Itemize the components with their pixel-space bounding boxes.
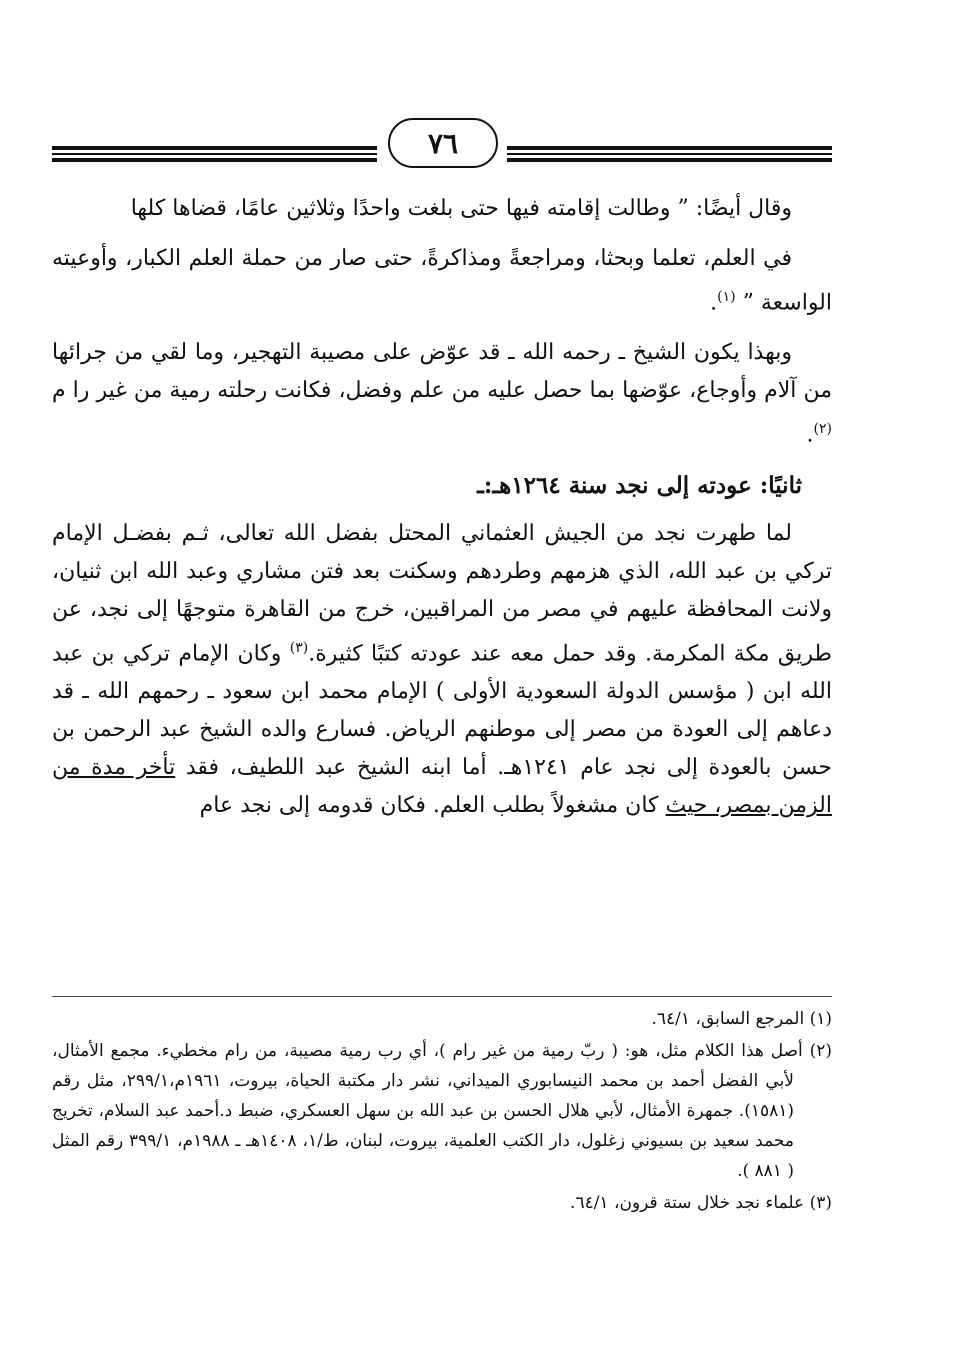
paragraph-4-underlined: تأخر مدة من الزمن بمصر، حيث — [52, 754, 832, 818]
footnote-1-text: المرجع السابق، ٦٤/١. — [651, 1009, 805, 1029]
paragraph-3-end: . — [806, 422, 814, 448]
paragraph-4-part-3: كان مشغولاً بطلب العلم. فكان قدومه إلى نجد عام — [199, 792, 666, 818]
paragraph-3-text: وبهذا يكون الشيخ ـ رحمه الله ـ قد عوّض على مصيبة التهجير، وما لقي من جرائها من آلام وأوجاع، عوّضها بما حصل عليه من علم وفضل، فكانت رحلته رمية من غير را م — [52, 340, 832, 404]
header-rule-right — [507, 146, 832, 160]
footnote-2-text: أصل هذا الكلام مثل، هو: ( ربّ رمية من غير رام )، أي رب رمية مصيبة، من رام مخطيء. مجمع الأمثال، لأبي الفضل أحمد بن محمد النيسابوري الميداني، نشر دار مكتبة الحياة، بيروت، ١٩٦١م،٢٩٩/١، مثل رقم (١٥٨١). جمهرة الأمثال، لأبي هلال الحسن بن عبد الله بن سهل العسكري، ضبط د.أحمد عبد السلام، تخريج محمد سعيد بن بسيوني زغلول، دار الكتب العلمية، بيروت، لبنان، ط/١، ١٤٠٨هـ ـ ١٩٨٨م، ٣٩٩/١ رقم المثل ( ٨٨١ ). — [52, 1041, 803, 1181]
footnote-1 — [52, 1004, 832, 1034]
footnote-3-text: علماء نجد خلال ستة قرون، ٦٤/١. — [570, 1193, 805, 1213]
paragraph-4-part-2: وكان الإمام تركي بن عبد الله ابن ( مؤسس الدولة السعودية الأولى ) الإمام محمد ابن سعود ـ رحمهم الله ـ قد دعاهم إلى العودة من مصر إلى موطنهم الرياض. فسارع والده الشيخ عبد الرحمن بن حسن بالعودة إلى نجد عام ١٢٤١هـ. أما ابنه الشيخ عبد اللطيف، فقد — [52, 640, 833, 780]
main-text — [52, 190, 832, 837]
paragraph-1 — [52, 190, 832, 228]
section-heading: ثانيًا: عودته إلى نجد سنة ١٢٦٤هـ:ـ — [477, 471, 802, 499]
paragraph-4 — [52, 515, 832, 825]
footnotes — [52, 1004, 832, 1220]
footnote-2-number: (٢) — [809, 1041, 833, 1061]
page-header — [52, 118, 832, 178]
paragraph-3 — [52, 334, 832, 454]
footnote-ref-2: (٢) — [813, 421, 832, 438]
footnote-3 — [52, 1188, 832, 1218]
paragraph-2-end: . — [710, 290, 718, 316]
header-rule-left — [52, 146, 377, 160]
footnote-1-number: (١) — [809, 1009, 832, 1029]
footnote-divider — [52, 996, 832, 997]
footnote-ref-1: (١) — [717, 289, 736, 305]
paragraph-4-part-1: لما طهرت نجد من الجيش العثماني المحتل بفضل الله تعالى، ثـم بفضـل الإمام تركي بن عبد الله، الذي هزمهم وطردهم وسكنت بعد فتن مشاري وعبد الله ابن ثنيان، ولانت المحافظة عليهم في مصر من المراقبين، خرج من القاهرة متوجهًا إلى نجد، عن طريق مكة المكرمة. وقد حمل معه عند عودته كتبًا كثيرة. — [52, 520, 832, 666]
footnote-3-number: (٣) — [809, 1193, 832, 1213]
paragraph-1-text: وقال أيضًا: ” وطالت إقامته فيها حتى بلغت واحدًا وثلاثين عامًا، قضاها كلها — [130, 196, 792, 221]
footnote-ref-3: (٣) — [289, 639, 309, 656]
paragraph-2-text: في العلم، تعلما وبحثا، ومراجعةً ومذاكرةً، حتى صار من حملة العلم الكبار، وأوعيته الواسعة ” — [52, 246, 832, 316]
paragraph-2 — [52, 240, 832, 322]
footnote-2 — [52, 1036, 832, 1186]
page-number: ٧٦ — [388, 118, 498, 168]
